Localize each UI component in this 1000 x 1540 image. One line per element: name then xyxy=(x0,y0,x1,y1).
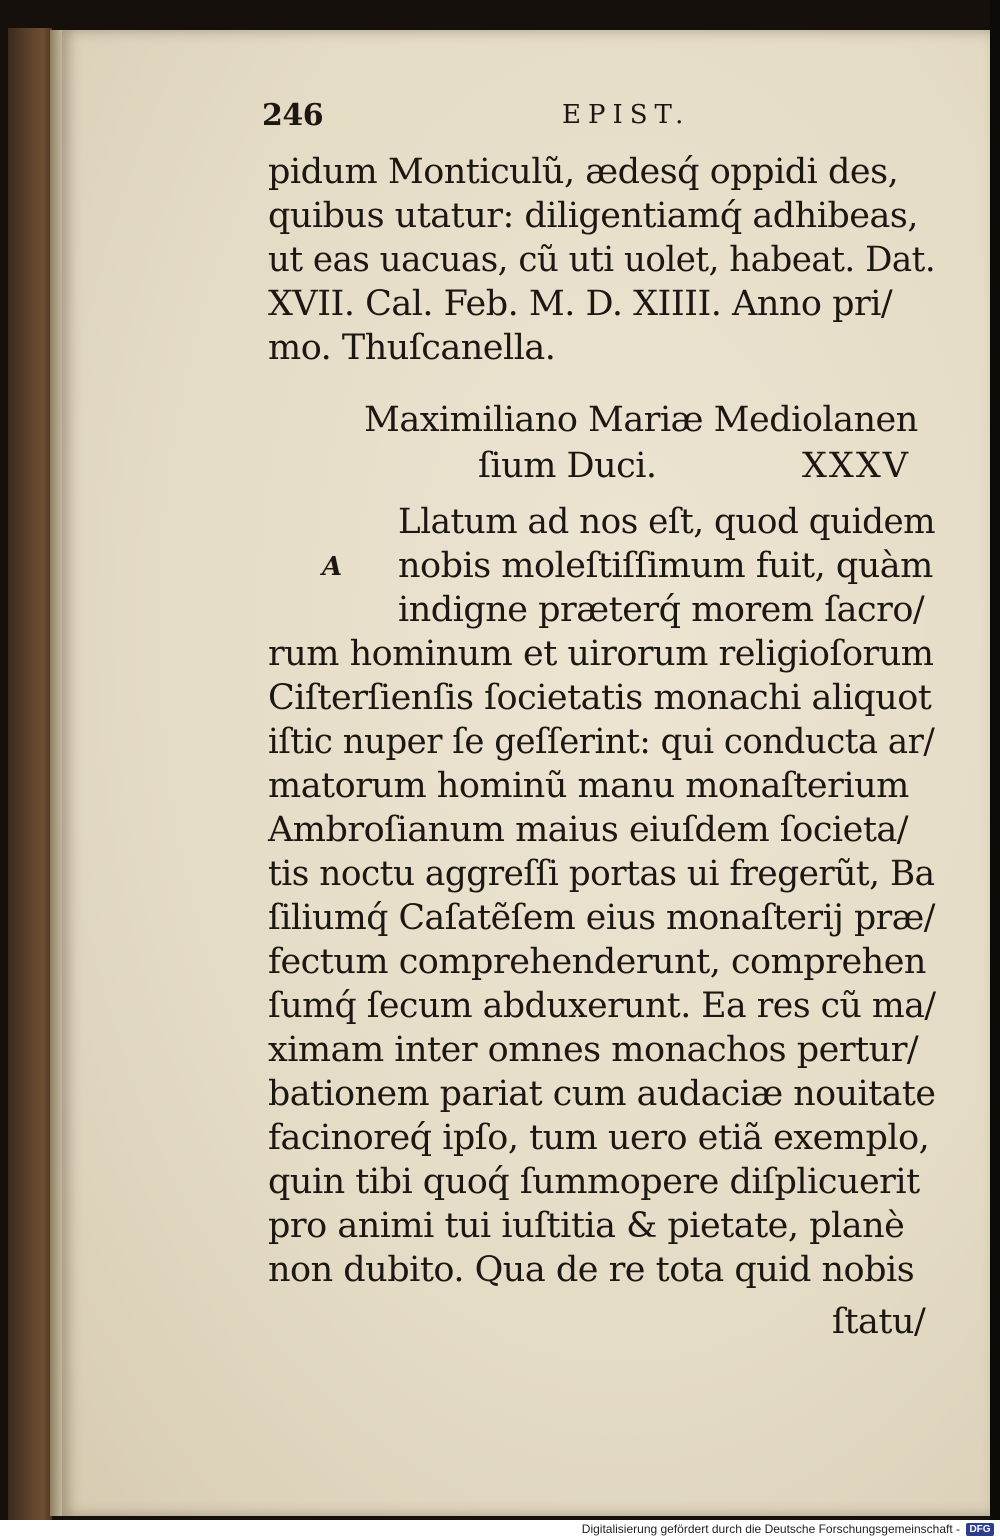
text-line: ximam inter omnes monachos pertur/ xyxy=(268,1030,919,1070)
text-line: pro animi tui iuſtitia & pietate, planè xyxy=(268,1206,905,1246)
text-line: ſumq́ ſecum abduxerunt. Ea res cũ ma/ xyxy=(268,986,936,1026)
catchword: ſtatu/ xyxy=(832,1302,926,1342)
text-line: facinoreq́ ipſo, tum uero etiã exemplo, xyxy=(268,1118,930,1158)
text-line: iſtic nuper ſe geſſerint: qui conducta ar/ xyxy=(268,722,935,762)
running-head-title: EPIST. xyxy=(562,100,691,130)
marginal-section-letter: A xyxy=(322,552,342,582)
text-line: bationem pariat cum audaciæ nouitate xyxy=(268,1074,936,1114)
running-head xyxy=(262,98,732,138)
text-line: nobis moleſtiſſimum fuit, quàm xyxy=(398,546,933,586)
book-binding xyxy=(8,28,52,1520)
text-line: fectum comprehenderunt, comprehen xyxy=(268,942,926,982)
text-line: mo. Thuſcanella. xyxy=(268,328,556,368)
dfg-logo: DFG xyxy=(966,1523,994,1536)
letter-number: XXXV xyxy=(802,446,911,486)
letter-heading-addressee: Maximiliano Mariæ Mediolanen xyxy=(364,400,918,440)
text-line: Ambroſianum maius eiuſdem ſocieta/ xyxy=(268,810,909,850)
text-line: Ciſterſienſis ſocietatis monachi aliquot xyxy=(268,678,932,718)
text-line: XVII. Cal. Feb. M. D. XIIII. Anno pri/ xyxy=(268,284,893,324)
text-line: matorum hominũ manu monaſterium xyxy=(268,766,909,806)
scan-right-edge xyxy=(990,0,1000,1540)
digitization-footer xyxy=(0,1520,1000,1540)
text-line: ſiliumq́ Caſatẽſem eius monaſterij præ/ xyxy=(268,898,935,938)
text-line: pidum Monticulũ, ædesq́ oppidi des, xyxy=(268,152,899,192)
text-line: quibus utatur: diligentiamq́ adhibeas, xyxy=(268,196,918,236)
text-line: indigne præterq́ morem ſacro/ xyxy=(398,590,925,630)
footer-credit-text: Digitalisierung gefördert durch die Deutsche Forschungsgemeinschaft - xyxy=(581,1522,960,1536)
text-line: tis noctu aggreſſi portas ui fregerũt, Ba xyxy=(268,854,935,894)
text-line: quin tibi quoq́ ſummopere diſplicuerit xyxy=(268,1162,920,1202)
text-line: rum hominum et uirorum religioſorum xyxy=(268,634,934,674)
letter-heading-addressee-cont: ſium Duci. xyxy=(478,446,657,486)
text-line: non dubito. Qua de re tota quid nobis xyxy=(268,1250,915,1290)
page-number: 246 xyxy=(262,98,324,133)
text-line: Llatum ad nos eſt, quod quidem xyxy=(398,502,936,542)
text-line: ut eas uacuas, cũ uti uolet, habeat. Dat. xyxy=(268,240,936,280)
